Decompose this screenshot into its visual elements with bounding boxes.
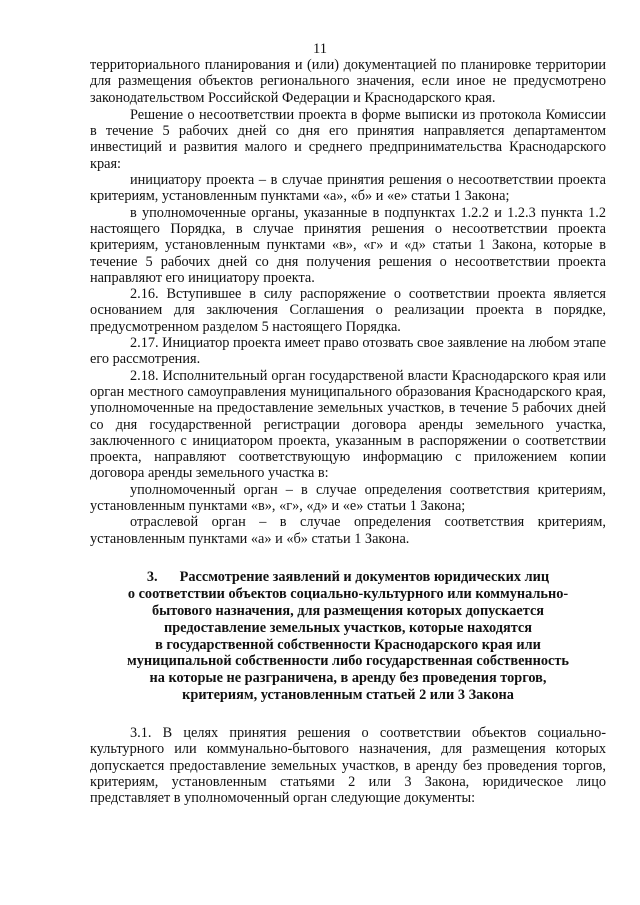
paragraph: 3.1. В целях принятия решения о соответствии объектов социально-культурного или коммунально-бытового назначения, для размещения которых допускается предоставление земельных участков, в аренду без проведения торгов, критериям, установленным статьями 2 или 3 Закона, юридическое лицо представляет в уполномоченный орган следующие документы: bbox=[90, 725, 606, 807]
paragraph: 2.17. Инициатор проекта имеет право отозвать свое заявление на любом этапе его рассмотрения. bbox=[90, 335, 606, 368]
page-number: 11 bbox=[313, 41, 327, 57]
section-heading-line: на которые не разграничена, в аренду без проведения торгов, bbox=[149, 670, 547, 687]
paragraph: территориального планирования и (или) документацией по планировке территории для размещения объектов регионального значения, если иное не предусмотрено законодательством Российской Федерации и Краснодарского края. bbox=[90, 57, 606, 106]
paragraph: в уполномоченные органы, указанные в подпунктах 1.2.2 и 1.2.3 пункта 1.2 настоящего Порядка, в случае принятия решения о несоответствии проекта критериям, установленным пунктами «в», «г» и «д» статьи 1 Закона, которые в течение 5 рабочих дней со дня получения решения о несоответствии проекта направляют его инициатору проекта. bbox=[90, 204, 606, 286]
section-heading-line: муниципальной собственности либо государственная собственность bbox=[127, 653, 569, 670]
paragraph: Решение о несоответствии проекта в форме выписки из протокола Комиссии в течение 5 рабочих дней со дня его принятия направляется департаментом инвестиций и развития малого и среднего предпринимательства Краснодарского края: bbox=[90, 106, 606, 172]
section-heading-line bbox=[90, 569, 606, 586]
section-heading-line: бытового назначения, для размещения которых допускается bbox=[151, 602, 545, 619]
paragraph: 2.18. Исполнительный орган государственой власти Краснодарского края или орган местного самоуправления муниципального образования Краснодарского края, уполномоченные на предоставление земельных участков, в течение 5 рабочих дней со дня государственной регистрации договора аренды земельного участка, заключенного с инициатором проекта, указанным в распоряжении о соответствии проекта, направляют соответствующую информацию с приложением копии договора аренды земельного участка в: bbox=[90, 367, 606, 482]
paragraph: отраслевой орган – в случае определения соответствия критериям, установленным пунктами «а» и «б» статьи 1 Закона. bbox=[90, 514, 606, 547]
section-heading bbox=[90, 569, 606, 704]
section-number: 3. bbox=[146, 568, 158, 585]
paragraph: инициатору проекта – в случае принятия решения о несоответствии проекта критериям, установленным пунктами «а», «б» и «е» статьи 1 Закона; bbox=[90, 172, 606, 205]
section-heading-text: Рассмотрение заявлений и документов юридических лиц bbox=[179, 568, 550, 585]
section-heading-line: о соответствии объектов социально-культурного или коммунально- bbox=[127, 585, 569, 602]
document-body bbox=[90, 57, 606, 807]
section-heading-line: критериям, установленным статьей 2 или 3 Закона bbox=[182, 687, 514, 704]
paragraph: 2.16. Вступившее в силу распоряжение о соответствии проекта является основанием для заключения Соглашения о реализации проекта в порядке, предусмотренном разделом 5 настоящего Порядка. bbox=[90, 286, 606, 335]
section-heading-line: в государственной собственности Краснодарского края или bbox=[155, 636, 541, 653]
paragraph: уполномоченный орган – в случае определения соответствия критериям, установленным пунктами «в», «г», «д» и «е» статьи 1 Закона; bbox=[90, 481, 606, 515]
section-heading-line: предоставление земельных участков, которые находятся bbox=[163, 619, 533, 636]
